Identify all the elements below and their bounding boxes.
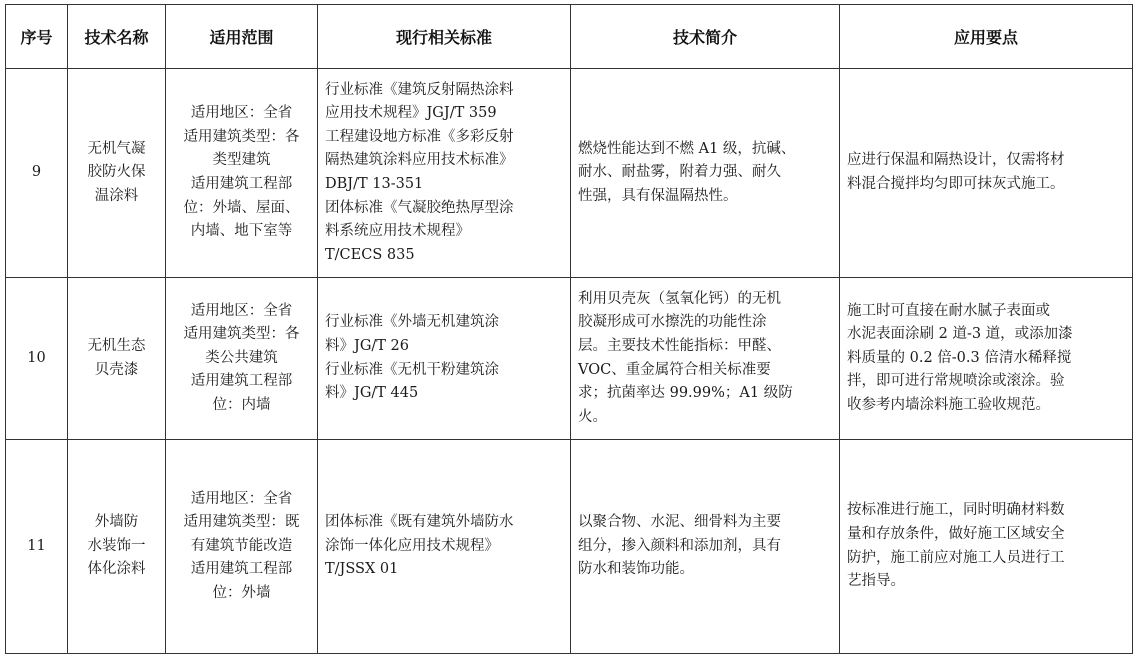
row-name: 无机气凝 胶防火保 温涂料 — [87, 140, 146, 204]
row-intro: 以聚合物、水泥、细骨料为主要 组分，掺入颜料和添加剂，具有 防水和装饰功能。 — [578, 514, 781, 578]
table-header — [6, 5, 1133, 69]
technology-table — [5, 4, 1133, 654]
row-no: 10 — [6, 278, 68, 440]
row-key-points: 施工时可直接在耐水腻子表面或 水泥表面涂刷 2 道-3 道，或添加漆 料质量的 0.2 倍-0.3 倍清水稀释搅 拌，即可进行常规喷涂或滚涂。验 收参考内墙涂料施工验收规范。 — [847, 302, 1073, 413]
row-scope: 适用地区：全省 适用建筑类型：各 类公共建筑 适用建筑工程部 位：内墙 — [183, 302, 300, 413]
row-key-points-cell — [840, 69, 1133, 278]
row-name-cell — [68, 440, 166, 654]
header-standards: 现行相关标准 — [318, 5, 571, 69]
row-key-points-cell — [840, 440, 1133, 654]
row-standards-cell — [318, 440, 571, 654]
row-scope: 适用地区：全省 适用建筑类型：各 类型建筑 适用建筑工程部 位：外墙、屋面、 内墙、地下室等 — [183, 105, 300, 240]
row-intro-cell — [571, 278, 840, 440]
row-scope-cell — [166, 440, 318, 654]
row-key-points: 应进行保温和隔热设计，仅需将材 料混合搅拌均匀即可抹灰式施工。 — [847, 152, 1065, 192]
row-key-points: 按标准进行施工，同时明确材料数 量和存放条件，做好施工区域安全 防护，施工前应对施工人员进行工 艺指导。 — [847, 502, 1065, 590]
header-row — [6, 5, 1133, 69]
row-no: 11 — [6, 440, 68, 654]
row-scope-cell — [166, 278, 318, 440]
table-row — [6, 440, 1133, 654]
row-intro: 燃烧性能达到不燃 A1 级，抗碱、 耐水、耐盐雾，附着力强、耐久 性强，具有保温隔热性。 — [578, 140, 796, 204]
row-intro: 利用贝壳灰（氢氧化钙）的无机 胶凝形成可水擦洗的功能性涂 层。主要技术性能指标：甲醛、 VOC、重金属符合相关标准要 求；抗菌率达 99.99%；A1 级防 火。 — [578, 290, 793, 425]
row-intro-cell — [571, 440, 840, 654]
row-standards-cell — [318, 278, 571, 440]
row-standards: 团体标准《既有建筑外墙防水 涂饰一体化应用技术规程》 T/JSSX 01 — [325, 514, 514, 578]
row-scope-cell — [166, 69, 318, 278]
header-intro: 技术简介 — [571, 5, 840, 69]
table-row — [6, 278, 1133, 440]
header-name: 技术名称 — [68, 5, 166, 69]
row-name-cell — [68, 278, 166, 440]
row-standards-cell — [318, 69, 571, 278]
header-key-points: 应用要点 — [840, 5, 1133, 69]
row-scope: 适用地区：全省 适用建筑类型：既 有建筑节能改造 适用建筑工程部 位：外墙 — [183, 490, 300, 601]
row-name-cell — [68, 69, 166, 278]
row-no: 9 — [6, 69, 68, 278]
row-name: 外墙防 水装饰一 体化涂料 — [87, 514, 146, 578]
table-body — [6, 69, 1133, 654]
row-key-points-cell — [840, 278, 1133, 440]
row-standards: 行业标准《外墙无机建筑涂 料》JG/T 26 行业标准《无机干粉建筑涂 料》JG/T 445 — [325, 314, 499, 402]
row-name: 无机生态 贝壳漆 — [87, 337, 146, 378]
header-scope: 适用范围 — [166, 5, 318, 69]
table-row — [6, 69, 1133, 278]
header-no: 序号 — [6, 5, 68, 69]
row-standards: 行业标准《建筑反射隔热涂料 应用技术规程》JGJ/T 359 工程建设地方标准《多彩反射 隔热建筑涂料应用技术标准》 DBJ/T 13-351 团体标准《气凝胶绝热厚型涂 料系统应用技术规程》 T/CECS 835 — [325, 81, 514, 263]
row-intro-cell — [571, 69, 840, 278]
